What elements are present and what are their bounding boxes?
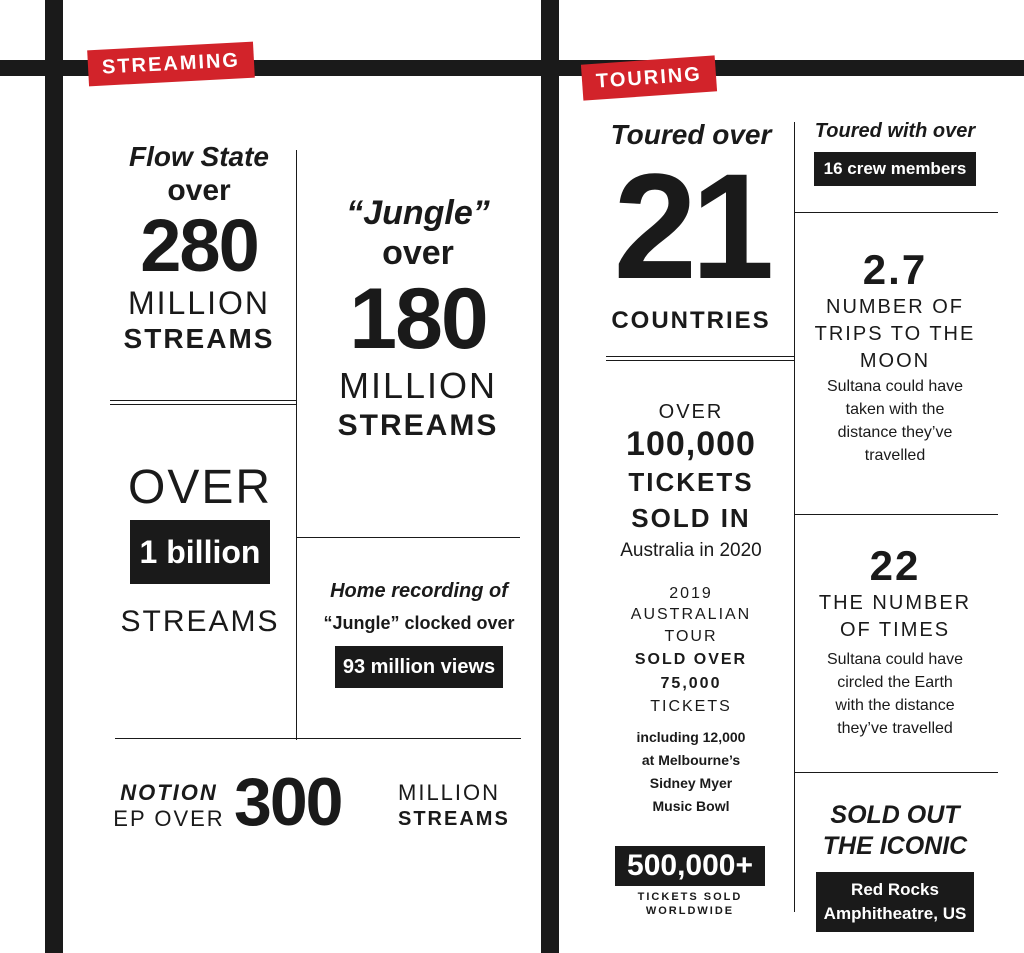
worldwide-value: 500,000+ [615, 846, 765, 886]
toured-over-unit: COUNTRIES [611, 307, 771, 334]
red-rocks-block [800, 800, 990, 932]
red-rocks-value [816, 872, 975, 932]
billion-value: 1 billion [130, 520, 271, 584]
divider-toured-over [606, 356, 794, 361]
tour-2019-l3: TOUR [664, 628, 718, 645]
red-rocks-line2: THE ICONIC [822, 832, 968, 860]
tickets-2020-number: 100,000 [626, 425, 756, 463]
earth-line1: THE NUMBER [818, 592, 972, 614]
tour-2019-d3: Sidney Myer [649, 775, 733, 791]
moon-desc4: travelled [864, 447, 926, 464]
flow-state-over: over [167, 174, 231, 207]
earth-line2: OF TIMES [839, 619, 951, 641]
notion-unit2: STREAMS [398, 808, 510, 830]
crew-title: Toured with over [814, 120, 976, 142]
notion-line1: NOTION [120, 780, 218, 805]
tickets-2020-line3: Australia in 2020 [620, 540, 762, 561]
crew-block [800, 118, 990, 186]
frame-center-bar [541, 0, 559, 953]
flow-state-title: Flow State [128, 141, 269, 172]
tour-2019-l6: TICKETS [650, 698, 732, 715]
divider-v-streaming [296, 150, 297, 740]
tour-2019-d1: including 12,000 [636, 729, 746, 745]
worldwide-l1: TICKETS SOLD [637, 891, 743, 903]
jungle-block [318, 193, 518, 445]
earth-desc1: Sultana could have [826, 651, 964, 668]
worldwide-block [592, 846, 788, 918]
tour-2019-l2: AUSTRALIAN [630, 606, 752, 623]
tickets-2020-over: OVER [658, 401, 724, 423]
jungle-number: 180 [349, 271, 487, 367]
home-recording-line1: Home recording of [330, 580, 508, 602]
tour-2019-l5: 75,000 [660, 675, 722, 692]
jungle-over: over [382, 234, 454, 272]
tickets-2020-line2: SOLD IN [631, 503, 751, 533]
streaming-tag: STREAMING [87, 42, 255, 87]
moon-desc1: Sultana could have [826, 378, 964, 395]
toured-over-title: Toured over [610, 119, 772, 150]
divider-earth [794, 772, 998, 773]
moon-desc2: taken with the [845, 401, 945, 418]
tickets-2020-line1: TICKETS [628, 467, 754, 497]
notion-number: 300 [234, 764, 342, 840]
tour-2019-d4: Music Bowl [652, 798, 730, 814]
flow-state-unit2: STREAMS [123, 323, 275, 354]
frame-left-bar [45, 0, 63, 953]
notion-unit1: MILLION [398, 780, 501, 805]
moon-line1: NUMBER OF [826, 296, 964, 318]
home-recording-line2: “Jungle” clocked over [323, 613, 515, 633]
billion-over: OVER [127, 461, 273, 514]
earth-block [800, 542, 990, 740]
red-rocks-v2: Amphitheatre, US [823, 904, 967, 923]
divider-v-touring [794, 122, 795, 912]
crew-value: 16 crew members [814, 152, 977, 186]
moon-line3: MOON [859, 350, 931, 372]
jungle-unit2: STREAMS [337, 409, 499, 442]
divider-streaming-bottom [115, 738, 521, 739]
flow-state-unit1: MILLION [127, 285, 271, 321]
toured-over-number: 21 [613, 142, 769, 310]
moon-block [800, 246, 990, 467]
billion-unit: STREAMS [120, 605, 280, 638]
earth-number: 22 [869, 542, 921, 589]
divider-jungle [296, 537, 520, 538]
tour-2019-d2: at Melbourne’s [641, 752, 741, 768]
tour-2019-block [596, 584, 786, 818]
flow-state-number: 280 [140, 204, 258, 287]
jungle-unit1: MILLION [338, 365, 498, 406]
tour-2019-l1: 2019 [669, 585, 713, 602]
divider-flow-state [110, 400, 296, 405]
divider-crew [794, 212, 998, 213]
notion-block [108, 764, 528, 840]
worldwide-l2: WORLDWIDE [645, 905, 735, 917]
toured-over-block [596, 118, 786, 336]
flow-state-block [108, 140, 290, 356]
red-rocks-line1: SOLD OUT [830, 801, 960, 829]
red-rocks-v1: Red Rocks [851, 880, 939, 899]
tour-2019-l4: SOLD OVER [634, 651, 748, 668]
earth-desc3: with the distance [835, 697, 955, 714]
billion-block [110, 460, 290, 642]
moon-desc3: distance they’ve [837, 424, 953, 441]
home-recording-block [305, 578, 533, 688]
notion-line2: EP OVER [113, 806, 225, 831]
divider-moon [794, 514, 998, 515]
earth-desc2: circled the Earth [837, 674, 953, 691]
earth-desc4: they’ve travelled [837, 720, 953, 737]
tickets-2020-block [596, 400, 786, 566]
home-recording-value: 93 million views [335, 646, 503, 688]
moon-number: 2.7 [862, 246, 928, 293]
touring-tag: TOURING [581, 55, 717, 100]
jungle-title: “Jungle” [346, 194, 490, 232]
moon-line2: TRIPS TO THE [814, 323, 976, 345]
